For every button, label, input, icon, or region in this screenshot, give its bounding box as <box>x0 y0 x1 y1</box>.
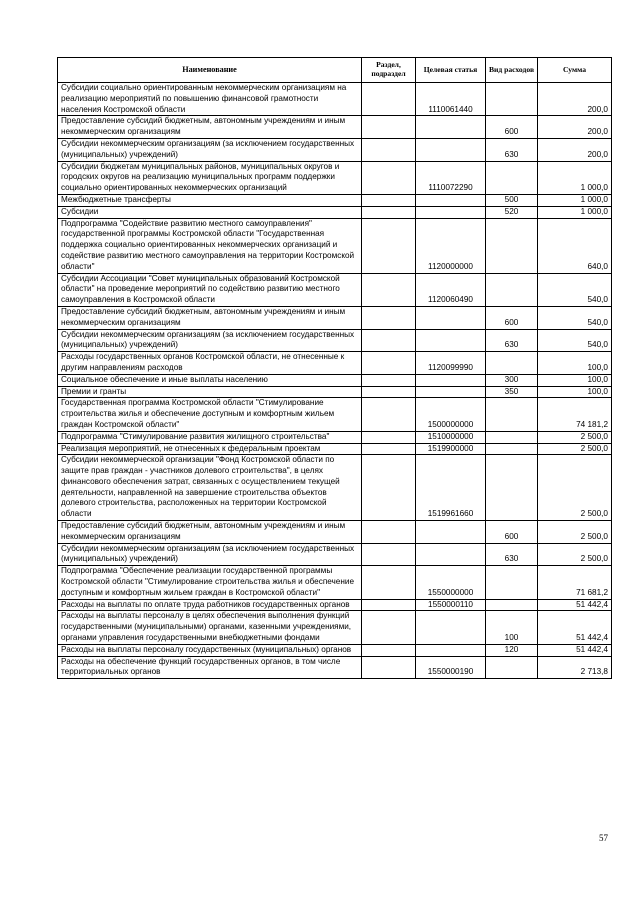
table-row <box>58 329 612 352</box>
row-section <box>362 398 416 431</box>
row-target: 1510000000 <box>416 431 486 443</box>
row-section <box>362 329 416 352</box>
row-expense-type <box>486 161 538 194</box>
row-section <box>362 161 416 194</box>
row-name: Субсидии Ассоциации "Совет муниципальных образований Костромской области" на проведение мероприятий по содействию развитию местного самоуправления в Костромской области <box>58 273 362 306</box>
row-target <box>416 138 486 161</box>
table-row <box>58 273 612 306</box>
row-amount: 100,0 <box>538 374 612 386</box>
table-row <box>58 206 612 218</box>
row-amount: 1 000,0 <box>538 194 612 206</box>
row-name: Подпрограмма "Обеспечение реализации государственной программы Костромской области "Стимулирование строительства жилья и обеспечение доступным и комфортным жильем граждан в Костромской области" <box>58 566 362 599</box>
row-section <box>362 431 416 443</box>
row-name: Расходы на выплаты по оплате труда работников государственных органов <box>58 599 362 611</box>
row-name: Расходы на выплаты персоналу государственных (муниципальных) органов <box>58 644 362 656</box>
row-target <box>416 116 486 139</box>
row-expense-type <box>486 656 538 679</box>
row-amount: 200,0 <box>538 116 612 139</box>
row-target: 1110061440 <box>416 83 486 116</box>
document-page <box>57 57 611 679</box>
row-amount: 540,0 <box>538 306 612 329</box>
table-row <box>58 138 612 161</box>
table-row <box>58 398 612 431</box>
row-amount: 51 442,4 <box>538 599 612 611</box>
row-amount: 540,0 <box>538 273 612 306</box>
row-name: Межбюджетные трансферты <box>58 194 362 206</box>
row-expense-type <box>486 273 538 306</box>
table-row <box>58 306 612 329</box>
row-expense-type: 120 <box>486 644 538 656</box>
row-amount: 2 500,0 <box>538 431 612 443</box>
row-expense-type: 600 <box>486 116 538 139</box>
row-section <box>362 521 416 544</box>
row-target: 1550000110 <box>416 599 486 611</box>
row-target: 1519900000 <box>416 443 486 455</box>
row-target: 1519961660 <box>416 455 486 521</box>
row-name: Расходы на обеспечение функций государственных органов, в том числе территориальных органов <box>58 656 362 679</box>
row-expense-type <box>486 599 538 611</box>
row-amount: 74 181,2 <box>538 398 612 431</box>
header-name: Наименование <box>58 58 362 83</box>
row-expense-type <box>486 566 538 599</box>
table-row <box>58 599 612 611</box>
row-section <box>362 138 416 161</box>
row-expense-type <box>486 443 538 455</box>
row-expense-type <box>486 218 538 273</box>
row-name: Предоставление субсидий бюджетным, автономным учреждениям и иным некоммерческим организациям <box>58 306 362 329</box>
row-amount: 540,0 <box>538 329 612 352</box>
row-name: Премии и гранты <box>58 386 362 398</box>
row-expense-type: 630 <box>486 329 538 352</box>
row-expense-type: 100 <box>486 611 538 644</box>
row-target <box>416 306 486 329</box>
table-row <box>58 431 612 443</box>
row-target: 1120099990 <box>416 352 486 375</box>
row-section <box>362 218 416 273</box>
row-section <box>362 455 416 521</box>
row-section <box>362 116 416 139</box>
row-section <box>362 194 416 206</box>
row-name: Субсидии бюджетам муниципальных районов, муниципальных округов и городских округов на реализацию муниципальных программ поддержки социально ориентированных некоммерческих организаций <box>58 161 362 194</box>
row-name: Государственная программа Костромской области "Стимулирование строительства жилья и обеспечение доступным и комфортным жильем граждан Костромской области" <box>58 398 362 431</box>
row-amount: 2 500,0 <box>538 521 612 544</box>
row-expense-type <box>486 83 538 116</box>
table-row <box>58 374 612 386</box>
row-target <box>416 194 486 206</box>
row-target: 1550000000 <box>416 566 486 599</box>
row-expense-type <box>486 352 538 375</box>
table-row <box>58 83 612 116</box>
table-row <box>58 455 612 521</box>
table-body <box>58 83 612 679</box>
row-amount: 100,0 <box>538 352 612 375</box>
row-name: Субсидии некоммерческим организациям (за исключением государственных (муниципальных) учреждений) <box>58 138 362 161</box>
table-row <box>58 611 612 644</box>
row-expense-type: 350 <box>486 386 538 398</box>
table-row <box>58 352 612 375</box>
row-section <box>362 352 416 375</box>
row-section <box>362 599 416 611</box>
table-row <box>58 644 612 656</box>
row-amount: 71 681,2 <box>538 566 612 599</box>
table-row <box>58 543 612 566</box>
row-amount: 100,0 <box>538 386 612 398</box>
row-section <box>362 543 416 566</box>
row-expense-type: 630 <box>486 543 538 566</box>
row-target <box>416 386 486 398</box>
table-row <box>58 194 612 206</box>
row-expense-type <box>486 398 538 431</box>
row-name: Субсидии <box>58 206 362 218</box>
row-amount: 2 500,0 <box>538 543 612 566</box>
page-number: 57 <box>599 833 608 843</box>
header-section: Раздел, подраздел <box>362 58 416 83</box>
row-expense-type: 500 <box>486 194 538 206</box>
row-amount: 200,0 <box>538 83 612 116</box>
row-section <box>362 386 416 398</box>
table-header-row <box>58 58 612 83</box>
table-row <box>58 218 612 273</box>
row-name: Субсидии социально ориентированным некоммерческим организациям на реализацию мероприятий по повышению финансовой грамотности населения Костромской области <box>58 83 362 116</box>
row-name: Предоставление субсидий бюджетным, автономным учреждениям и иным некоммерческим организациям <box>58 116 362 139</box>
row-target <box>416 374 486 386</box>
table-row <box>58 443 612 455</box>
row-name: Расходы на выплаты персоналу в целях обеспечения выполнения функций государственными (муниципальными) органами, казенными учреждениями, органами управления государственными внебюджетными фондами <box>58 611 362 644</box>
row-section <box>362 374 416 386</box>
budget-table <box>57 57 612 679</box>
row-amount: 51 442,4 <box>538 644 612 656</box>
row-name: Предоставление субсидий бюджетным, автономным учреждениям и иным некоммерческим организациям <box>58 521 362 544</box>
row-expense-type: 300 <box>486 374 538 386</box>
row-target <box>416 644 486 656</box>
row-expense-type: 630 <box>486 138 538 161</box>
row-target: 1120000000 <box>416 218 486 273</box>
row-expense-type: 600 <box>486 306 538 329</box>
row-target: 1550000190 <box>416 656 486 679</box>
table-row <box>58 566 612 599</box>
row-section <box>362 656 416 679</box>
row-section <box>362 273 416 306</box>
row-name: Подпрограмма "Стимулирование развития жилищного строительства" <box>58 431 362 443</box>
row-section <box>362 611 416 644</box>
row-expense-type <box>486 455 538 521</box>
row-target <box>416 206 486 218</box>
header-expense-type: Вид расходов <box>486 58 538 83</box>
row-amount: 640,0 <box>538 218 612 273</box>
table-row <box>58 116 612 139</box>
row-target: 1500000000 <box>416 398 486 431</box>
row-expense-type <box>486 431 538 443</box>
row-target <box>416 543 486 566</box>
row-expense-type: 600 <box>486 521 538 544</box>
row-amount: 200,0 <box>538 138 612 161</box>
row-section <box>362 306 416 329</box>
row-name: Реализация мероприятий, не отнесенных к федеральным проектам <box>58 443 362 455</box>
row-name: Расходы государственных органов Костромской области, не отнесенные к другим направлениям расходов <box>58 352 362 375</box>
row-target <box>416 611 486 644</box>
row-target <box>416 521 486 544</box>
table-row <box>58 386 612 398</box>
row-section <box>362 83 416 116</box>
row-name: Субсидии некоммерческой организации "Фонд Костромской области по защите прав граждан - участников долевого строительства", в целях финансового обеспечения затрат, связанных с осуществлением текущей деятельности, направленной на завершение строительства объектов долевого строительства, расположенных на территории Костромской области <box>58 455 362 521</box>
table-row <box>58 521 612 544</box>
row-section <box>362 206 416 218</box>
row-amount: 51 442,4 <box>538 611 612 644</box>
header-amount: Сумма <box>538 58 612 83</box>
row-name: Субсидии некоммерческим организациям (за исключением государственных (муниципальных) учреждений) <box>58 329 362 352</box>
row-target: 1110072290 <box>416 161 486 194</box>
header-target: Целевая статья <box>416 58 486 83</box>
row-target <box>416 329 486 352</box>
row-amount: 1 000,0 <box>538 161 612 194</box>
row-amount: 2 500,0 <box>538 455 612 521</box>
row-amount: 1 000,0 <box>538 206 612 218</box>
row-section <box>362 644 416 656</box>
row-name: Подпрограмма "Содействие развитию местного самоуправления" государственной программы Костромской области "Государственная поддержка социально ориентированных некоммерческих организаций и содействие развитию местного самоуправления на территории Костромской области" <box>58 218 362 273</box>
row-amount: 2 500,0 <box>538 443 612 455</box>
row-name: Социальное обеспечение и иные выплаты населению <box>58 374 362 386</box>
row-section <box>362 443 416 455</box>
row-expense-type: 520 <box>486 206 538 218</box>
row-target: 1120060490 <box>416 273 486 306</box>
table-row <box>58 656 612 679</box>
table-row <box>58 161 612 194</box>
row-amount: 2 713,8 <box>538 656 612 679</box>
row-name: Субсидии некоммерческим организациям (за исключением государственных (муниципальных) учреждений) <box>58 543 362 566</box>
row-section <box>362 566 416 599</box>
